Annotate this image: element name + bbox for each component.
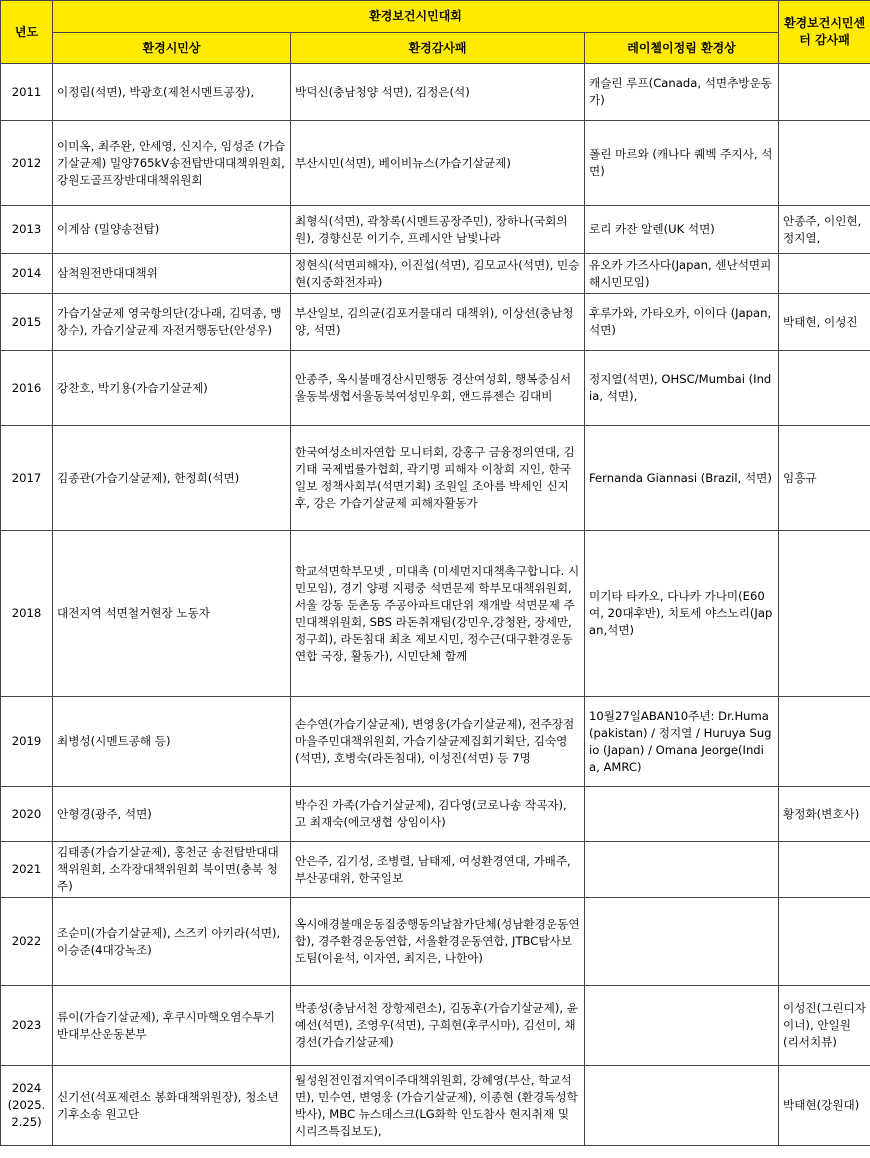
citizen-award-cell: 이계삼 (밀양송전탑) (53, 206, 291, 254)
center-plaque-cell: 임흥규 (779, 426, 870, 531)
center-plaque-cell: 이성진(그린디자이너), 안일원(리서치뷰) (779, 986, 870, 1066)
environment-plaque-cell: 부산시민(석면), 베이비뉴스(가습기살균제) (291, 121, 585, 206)
year-cell: 2016 (1, 351, 53, 426)
rachel-award-cell (585, 842, 779, 898)
citizen-award-cell: 김태종(가습기살균제), 홍천군 송전탑반대대책위원회, 소각장대책위원회 북이면(충북 청주) (53, 842, 291, 898)
citizen-award-cell: 삼척원전반대대책위 (53, 254, 291, 294)
rachel-award-cell: Fernanda Giannasi (Brazil, 석면) (585, 426, 779, 531)
citizen-award-cell: 안형경(광주, 석면) (53, 787, 291, 842)
center-plaque-cell (779, 697, 870, 787)
environment-plaque-cell: 안종주, 옥시불매경산시민행동 경산여성회, 행복중심서울동북생협서울동북여성민우회, 앤드류젠슨 김대비 (291, 351, 585, 426)
citizen-award-cell: 강찬호, 박기용(가습기살균제) (53, 351, 291, 426)
year-cell: 2020 (1, 787, 53, 842)
environment-plaque-cell: 부산일보, 김의균(김포거물대리 대책위), 이상선(충남청양, 석면) (291, 294, 585, 351)
citizen-award-cell: 조순미(가습기살균제), 스즈키 아키라(석면), 이승준(4대강녹조) (53, 898, 291, 986)
year-cell: 2022 (1, 898, 53, 986)
year-cell: 2023 (1, 986, 53, 1066)
year-cell: 2017 (1, 426, 53, 531)
center-plaque-cell (779, 351, 870, 426)
center-plaque-cell (779, 254, 870, 294)
rachel-award-cell: 로리 카잔 알렌(UK 석면) (585, 206, 779, 254)
rachel-award-cell (585, 986, 779, 1066)
year-cell: 2013 (1, 206, 53, 254)
center-plaque-cell (779, 842, 870, 898)
center-plaque-cell: 황정화(변호사) (779, 787, 870, 842)
year-cell: 2014 (1, 254, 53, 294)
rachel-award-cell (585, 1066, 779, 1146)
header-citizen-award: 환경시민상 (53, 33, 291, 64)
header-year: 년도 (1, 1, 53, 64)
rachel-award-cell: 유오카 가즈사다(Japan, 센난석면피해시민모임) (585, 254, 779, 294)
rachel-award-cell (585, 787, 779, 842)
table-row (1, 351, 870, 426)
environment-plaque-cell: 학교석면학부모넷 , 미대촉 (미세먼지대책촉구합니다. 시민모임), 경기 양평 지평중 석면문제 학부모대책위원회, 서울 강동 둔촌동 주공아파트대단위 재개발 석면문제 주민대책위원회, SBS 라돈취재팀(강민우,강청완, 장세만, 정구희), 라돈침대 최초 제보시민, 정수근(대구환경운동연합 국장, 활동가), 시민단체 함께 (291, 531, 585, 697)
rachel-award-cell: 정지열(석면), OHSC/Mumbai (India, 석면), (585, 351, 779, 426)
header-citizen-conference: 환경보건시민대회 (53, 1, 779, 33)
environment-plaque-cell: 안은주, 김기성, 조병렬, 남태제, 여성환경연대, 가배주, 부산공대위, 한국일보 (291, 842, 585, 898)
table-row (1, 294, 870, 351)
table-row (1, 531, 870, 697)
rachel-award-cell (585, 898, 779, 986)
year-cell: 2019 (1, 697, 53, 787)
table-row (1, 787, 870, 842)
environment-plaque-cell: 최형식(석면), 곽창록(시멘트공장주민), 장하나(국회의원), 경향신문 이기수, 프레시안 남빛나라 (291, 206, 585, 254)
table-row (1, 697, 870, 787)
table-row (1, 986, 870, 1066)
table-row (1, 64, 870, 121)
table-row (1, 206, 870, 254)
center-plaque-cell (779, 121, 870, 206)
citizen-award-cell: 대전지역 석면철거현장 노동자 (53, 531, 291, 697)
center-plaque-cell: 박태현(강원대) (779, 1066, 870, 1146)
rachel-award-cell: 10월27일ABAN10주년: Dr.Huma (pakistan) / 정지열 / Huruya Sugio (Japan) / Omana Jeorge(India, AMRC) (585, 697, 779, 787)
citizen-award-cell: 이정림(석면), 박광호(제천시멘트공장), (53, 64, 291, 121)
environment-plaque-cell: 박종성(충남서천 장항제련소), 김동후(가습기살균제), 윤예선(석면), 조영우(석면), 구희현(후쿠시마), 김선미, 채경선(가습기살균제) (291, 986, 585, 1066)
environment-plaque-cell: 박덕신(충남청양 석면), 김정은(석) (291, 64, 585, 121)
center-plaque-cell: 박태현, 이성진 (779, 294, 870, 351)
citizen-award-cell: 신기선(석포제련소 봉화대책위원장), 청소년기후소송 원고단 (53, 1066, 291, 1146)
citizen-award-cell: 류이(가습기살균제), 후쿠시마핵오염수투기반대부산운동본부 (53, 986, 291, 1066)
environment-plaque-cell: 박수진 가족(가습기살균제), 김다영(코로나송 작곡자), 고 최재숙(에코생협 상임이사) (291, 787, 585, 842)
header-rachel-award: 레이첼이정림 환경상 (585, 33, 779, 64)
citizen-award-cell: 김종관(가습기살균제), 한정희(석면) (53, 426, 291, 531)
environment-plaque-cell: 정현식(석면피해자), 이진섭(석면), 김모교사(석면), 민승현(지중화전자파) (291, 254, 585, 294)
center-plaque-cell (779, 64, 870, 121)
year-cell: 2018 (1, 531, 53, 697)
environment-plaque-cell: 월성원전인접지역이주대책위원회, 강혜영(부산, 학교석면), 민수연, 변영웅 (가습기살균제), 이종현 (환경독성학 박사), MBC 뉴스데스크(LG화학 인도참사 현지취재 및 시리즈특집보도), (291, 1066, 585, 1146)
citizen-award-cell: 최병성(시멘트공해 등) (53, 697, 291, 787)
year-cell: 2015 (1, 294, 53, 351)
rachel-award-cell: 폴린 마르와 (캐나다 퀘벡 주지사, 석면) (585, 121, 779, 206)
environment-plaque-cell: 옥시애경불매운동집중행동의날참가단체(성남환경운동연합), 경주환경운동연합, 서울환경운동연합, JTBC탐사보도팀(이윤석, 이자연, 최지은, 나한아) (291, 898, 585, 986)
rachel-award-cell: 미기타 타카오, 다나카 가나미(E60여, 20대후반), 치토세 야스노리(Japan,석면) (585, 531, 779, 697)
table-row (1, 898, 870, 986)
year-cell: 2012 (1, 121, 53, 206)
year-cell: 2024 (2025. 2.25) (1, 1066, 53, 1146)
environment-plaque-cell: 손수연(가습기살균제), 변영웅(가습기살균제), 전주장점마을주민대책위원회, 가습기살균제집회기획단, 김숙영(석면), 호병숙(라돈침대), 이성진(석면) 등 7명 (291, 697, 585, 787)
citizen-award-cell: 가습기살균제 영국항의단(강나래, 김덕종, 맹창수), 가습기살균제 자전거행동단(안성우) (53, 294, 291, 351)
table-row (1, 121, 870, 206)
center-plaque-cell (779, 531, 870, 697)
table-row (1, 1066, 870, 1146)
center-plaque-cell (779, 898, 870, 986)
header-environment-plaque: 환경감사패 (291, 33, 585, 64)
environment-plaque-cell: 한국여성소비자연합 모니터회, 강홍구 금융정의연대, 김기태 국제법률가협회, 곽기명 피해자 이창희 지인, 한국일보 정책사회부(석면기획) 조원일 조아름 박세인 신지후, 강은 가습기살균제 피해자활동가 (291, 426, 585, 531)
table-row (1, 254, 870, 294)
table-row (1, 842, 870, 898)
header-center-plaque: 환경보건시민센터 감사패 (779, 1, 870, 64)
table-row (1, 426, 870, 531)
citizen-award-cell: 이미옥, 최주완, 안세영, 신지수, 임성준 (가습기살균제) 밀양765kV송전탑반대대책위원회, 강원도골프장반대대책위원회 (53, 121, 291, 206)
rachel-award-cell: 후루가와, 가타오카, 이이다 (Japan, 석면) (585, 294, 779, 351)
rachel-award-cell: 캐슬린 루프(Canada, 석면추방운동가) (585, 64, 779, 121)
year-cell: 2021 (1, 842, 53, 898)
center-plaque-cell: 안종주, 이인현, 정지열, (779, 206, 870, 254)
year-cell: 2011 (1, 64, 53, 121)
